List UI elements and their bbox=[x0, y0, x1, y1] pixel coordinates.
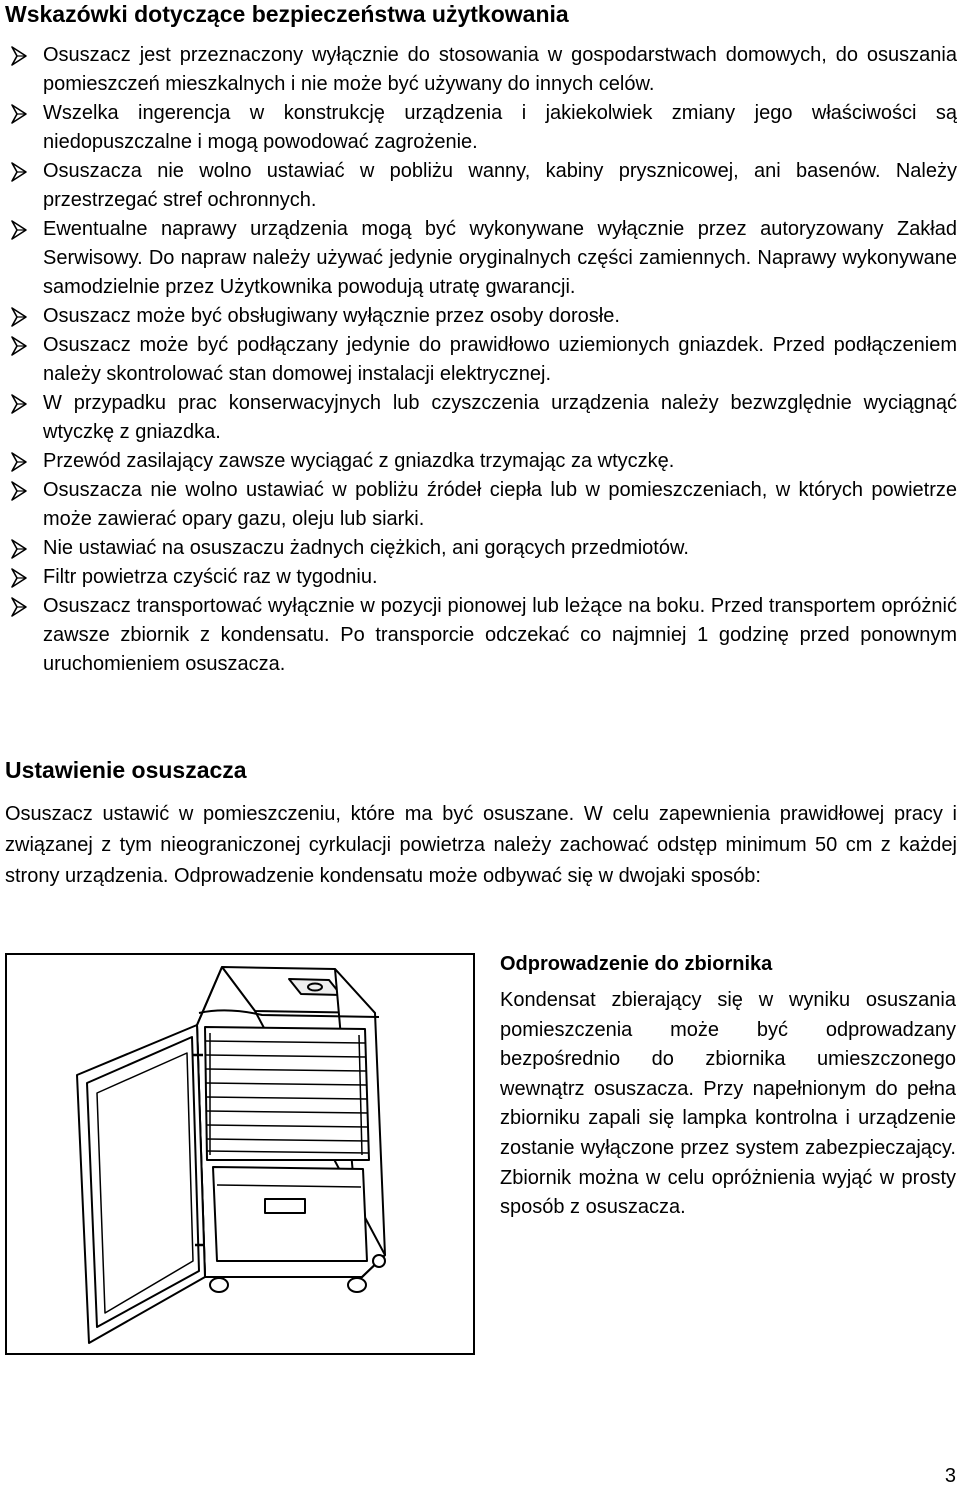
safety-list bbox=[5, 41, 957, 679]
safety-list-item-text: Przewód zasilający zawsze wyciągać z gniazdka trzymając za wtyczkę. bbox=[43, 450, 675, 472]
safety-list-item-text: Osuszacza nie wolno ustawiać w pobliżu źródeł ciepła lub w pomieszczeniach, w których powietrze może zawierać opary gazu, oleju lub siarki. bbox=[43, 479, 957, 530]
arrowhead-icon bbox=[7, 157, 31, 186]
safety-list-item bbox=[5, 331, 957, 389]
safety-list-item bbox=[5, 534, 957, 563]
safety-list-item-text: Osuszacz może być podłączany jedynie do prawidłowo uziemionych gniazdek. Przed podłączeniem należy skontrolować stan domowej instalacji elektrycznej. bbox=[43, 334, 957, 385]
setup-paragraph: Osuszacz ustawić w pomieszczeniu, które ma być osuszane. W celu zapewnienia prawidłowej pracy i związanej z tym nieograniczonej cyrkulacji powietrza należy zachować odstęp minimum 50 cm z każdej strony urządzenia. Odprowadzenie kondensatu może odbywać się w dwojaki sposób: bbox=[5, 803, 957, 887]
dehumidifier-illustration bbox=[7, 955, 473, 1353]
safety-list-item bbox=[5, 447, 957, 476]
arrowhead-icon bbox=[7, 389, 31, 418]
safety-list-item bbox=[5, 302, 957, 331]
arrowhead-icon bbox=[7, 534, 31, 563]
safety-list-item bbox=[5, 389, 957, 447]
safety-list-item-text: Nie ustawiać na osuszaczu żadnych ciężkich, ani gorących przedmiotów. bbox=[43, 537, 689, 559]
safety-list-item-text: W przypadku prac konserwacyjnych lub czyszczenia urządzenia należy bezwzględnie wyciągnąć wtyczkę z gniazdka. bbox=[43, 392, 957, 443]
arrowhead-icon bbox=[7, 592, 31, 621]
safety-list-item bbox=[5, 476, 957, 534]
safety-list-item bbox=[5, 157, 957, 215]
safety-list-item-text: Osuszacz transportować wyłącznie w pozycji pionowej lub leżące na boku. Przed transportem opróżnić zawsze zbiornik z kondensatu. Po transporcie odczekać co najmniej 1 godzinę przed ponownym uruchomieniem osuszacza. bbox=[43, 595, 957, 675]
safety-list-item bbox=[5, 563, 957, 592]
arrowhead-icon bbox=[7, 447, 31, 476]
safety-list-item-text: Osuszacz może być obsługiwany wyłącznie przez osoby dorosłe. bbox=[43, 305, 620, 327]
side-title-tank: Odprowadzenie do zbiornika bbox=[500, 953, 773, 975]
side-text-tank: Kondensat zbierający się w wyniku osuszania pomieszczenia może być odprowadzany bezpośrednio do zbiornika umieszczonego wewnątrz osuszacza. Przy napełnionym do pełna zbiorniku zapali się lampka kontrolna i urządzenie zostanie wyłączone przez system zabezpieczający. Zbiornik można w celu opróżnienia wyjąć w prosty sposób z osuszacza. bbox=[500, 989, 956, 1219]
arrowhead-icon bbox=[7, 215, 31, 244]
safety-list-item-text: Osuszacz jest przeznaczony wyłącznie do stosowania w gospodarstwach domowych, do osuszania pomieszczeń mieszkalnych i nie może być używany do innych celów. bbox=[43, 44, 957, 95]
arrowhead-icon bbox=[7, 99, 31, 128]
safety-list-item bbox=[5, 592, 957, 679]
arrowhead-icon bbox=[7, 563, 31, 592]
safety-list-item bbox=[5, 41, 957, 99]
safety-list-item bbox=[5, 99, 957, 157]
arrowhead-icon bbox=[7, 41, 31, 70]
section-title-setup: Ustawienie osuszacza bbox=[5, 757, 247, 783]
section-title-safety: Wskazówki dotyczące bezpieczeństwa użytkowania bbox=[5, 1, 569, 27]
arrowhead-icon bbox=[7, 476, 31, 505]
safety-list-item-text: Wszelka ingerencja w konstrukcję urządzenia i jakiekolwiek zmiany jego właściwości są niedopuszczalne i mogą powodować zagrożenie. bbox=[43, 102, 957, 153]
arrowhead-icon bbox=[7, 331, 31, 360]
dehumidifier-figure bbox=[5, 953, 475, 1355]
page-number: 3 bbox=[944, 1465, 956, 1487]
safety-list-item bbox=[5, 215, 957, 302]
safety-list-item-text: Osuszacza nie wolno ustawiać w pobliżu wanny, kabiny prysznicowej, ani basenów. Należy przestrzegać stref ochronnych. bbox=[43, 160, 957, 211]
arrowhead-icon bbox=[7, 302, 31, 331]
safety-list-item-text: Ewentualne naprawy urządzenia mogą być wykonywane wyłącznie przez autoryzowany Zakład Serwisowy. Do napraw należy używać jedynie oryginalnych części zamiennych. Naprawy wykonywane samodzielnie przez Użytkownika powodują utratę gwarancji. bbox=[43, 218, 957, 298]
safety-list-item-text: Filtr powietrza czyścić raz w tygodniu. bbox=[43, 566, 378, 588]
